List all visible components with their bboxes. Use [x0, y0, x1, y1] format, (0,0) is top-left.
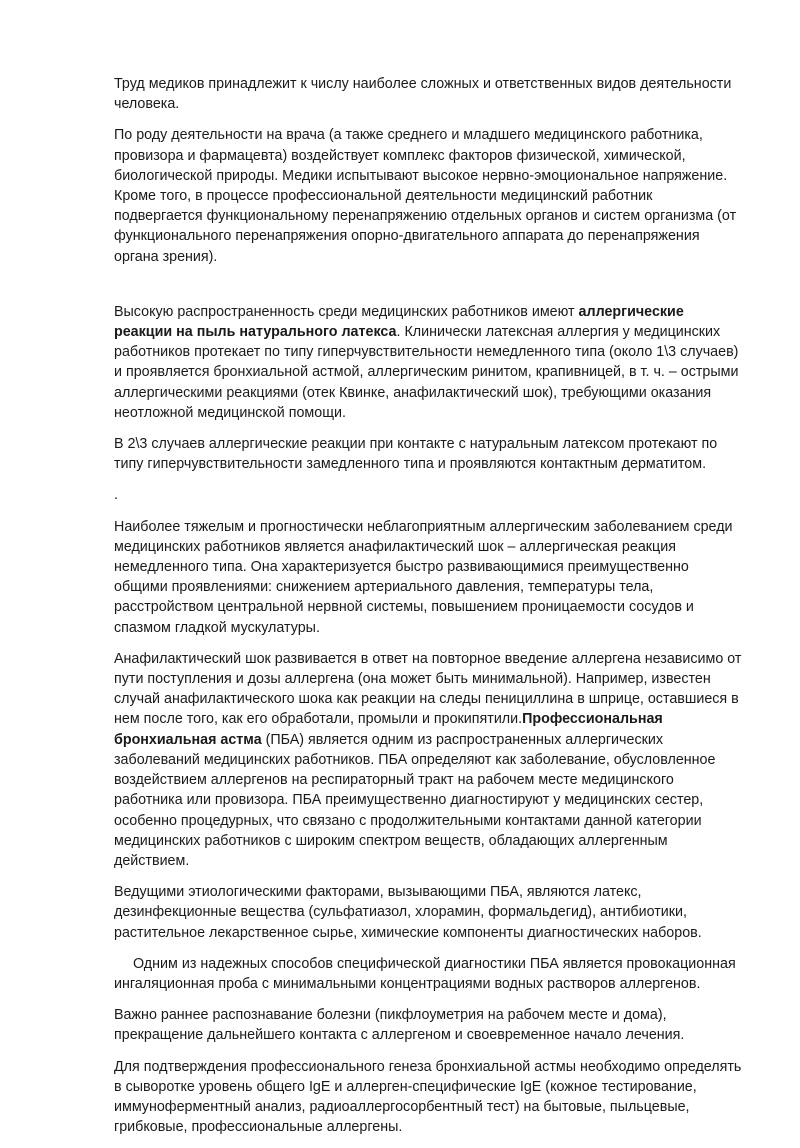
- paragraph-3-text-start: Высокую распространенность среди медицинских работников имеют: [114, 303, 579, 320]
- paragraph-9: Одним из надежных способов специфической диагностики ПБА является провокационная ингаляционная проба с минимальными концентрациями водных растворов аллергенов.: [114, 955, 736, 992]
- paragraph-11: Для подтверждения профессионального генеза бронхиальной астмы необходимо определять в сыворотке уровень общего IgE и аллерген-специфические IgE (кожное тестирование, иммуноферментный анализ, радиоаллергосорбентный тест) на бытовые, пыльцевые, грибковые, профессиональные аллергены.: [114, 1058, 742, 1136]
- document-body: [114, 74, 744, 1148]
- paragraph-3-text-end: . Клинически латексная аллергия у медицинских работников протекает по типу гиперчувствительности немедленного типа (около 1\3 случаев) и проявляется бронхиальной астмой, аллергическим ринитом, крапивницей, в т. ч. – острыми аллергическими реакциями (отек Квинке, анафилактический шок), требующими оказания неотложной медицинской помощи.: [114, 324, 739, 421]
- paragraph-7-text-start: Анафилактический шок развивается в ответ на повторное введение аллергена независимо от пути поступления и дозы аллергена (она может быть минимальной). Например, известен случай анафилактического шока как реакции на следы пенициллина в шприце, оставшиеся в нем после того, как его обработали, промыли и прокипятили.: [114, 650, 742, 728]
- paragraph-1: Труд медиков принадлежит к числу наиболее сложных и ответственных видов деятельности человека.: [114, 76, 732, 113]
- paragraph-8: Ведущими этиологическими факторами, вызывающими ПБА, являются латекс, дезинфекционные вещества (сульфатиазол, хлорамин, формальдегид), антибиотики, растительное лекарственное сырье, химические компоненты диагностических наборов.: [114, 884, 702, 941]
- paragraph-3: [114, 302, 744, 423]
- paragraph-7-text-end: (ПБА) является одним из распространенных аллергических заболеваний медицинских работников. ПБА определяют как заболевание, обусловленное воздействием аллергенов на респираторный тракт на рабочем месте медицинского работника или провизора. ПБА преимущественно диагностируют у медицинских сестер, особенно процедурных, что связано с продолжительными контактами данной категории медицинских работников с широким спектром веществ, обладающих аллергенным действием.: [114, 731, 716, 869]
- paragraph-10: Важно раннее распознавание болезни (пикфлоуметрия на рабочем месте и дома), прекращение дальнейшего контакта с аллергеном и своевременное начало лечения.: [114, 1007, 685, 1044]
- paragraph-3-bold: аллергические реакции на пыль натурального латекса: [114, 303, 684, 341]
- spacer: [114, 278, 744, 302]
- paragraph-dot: .: [114, 487, 118, 504]
- paragraph-4: В 2\3 случаев аллергические реакции при контакте с натуральным латексом протекают по типу гиперчувствительности замедленного типа и проявляются контактным дерматитом.: [114, 436, 718, 473]
- paragraph-7: [114, 649, 744, 871]
- paragraph-7-bold: Профессиональная бронхиальная астма: [114, 711, 663, 748]
- paragraph-2: По роду деятельности на врача (а также среднего и младшего медицинского работника, провизора и фармацевта) воздействует комплекс факторов физической, химической, биологической природы. Медики испытывают высокое нервно-эмоциональное напряжение. Кроме того, в процессе профессиональной деятельности медицинский работник подвергается функциональному перенапряжению отдельных органов и систем организма (от функционального перенапряжения опорно-двигательного аппарата до перенапряжения органа зрения).: [114, 127, 737, 265]
- paragraph-6: Наиболее тяжелым и прогностически неблагоприятным аллергическим заболеванием среди медицинских работников является анафилактический шок – аллергическая реакция немедленного типа. Она характеризуется быстро развивающимися преимущественно общими проявлениями: снижением артериального давления, температуры тела, расстройством центральной нервной системы, повышением проницаемости сосудов и спазмом гладкой мускулатуры.: [114, 518, 733, 636]
